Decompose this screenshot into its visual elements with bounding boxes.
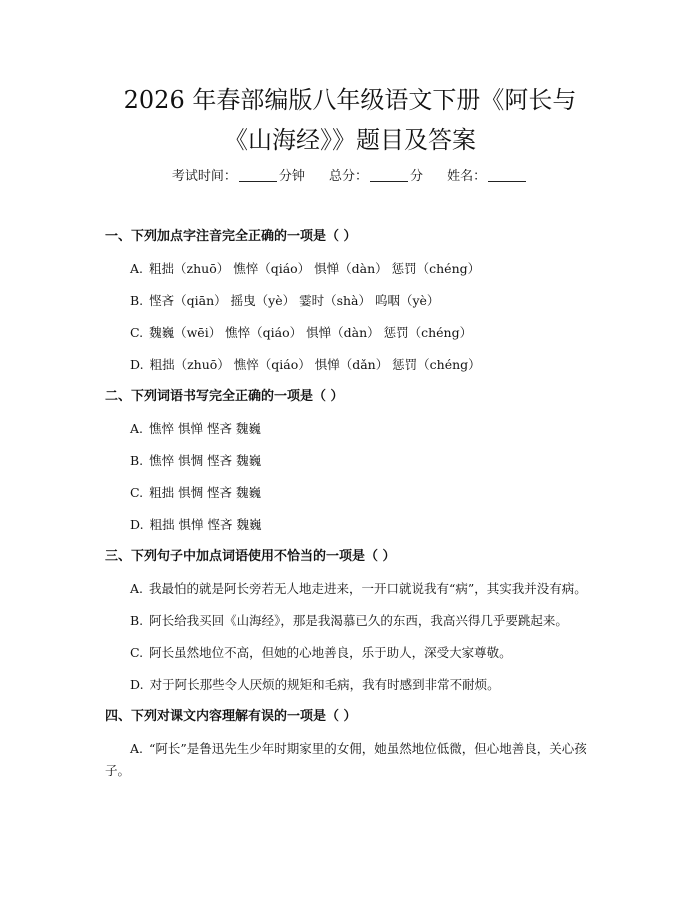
question-2	[105, 386, 605, 536]
question-heading: 三、下列句子中加点词语使用不恰当的一项是（ ）	[105, 549, 396, 564]
option-text: 粗拙（zhuō） 憔悴（qiáo） 惧惮（dǎn） 惩罚（chéng）	[149, 357, 481, 372]
option-letter: B.	[130, 293, 144, 308]
option-b	[105, 610, 605, 632]
student-name-label: 姓名：	[447, 169, 487, 184]
option-letter: A.	[130, 741, 144, 756]
option-letter: B.	[130, 613, 144, 628]
option-a	[130, 258, 605, 280]
option-letter: C.	[130, 645, 144, 660]
option-text: 我最怕的就是阿长旁若无人地走进来，一开口就说我有“病”，其实我并没有病。	[149, 581, 587, 596]
title-line-2: 《山海经》》题目及答案	[224, 126, 476, 154]
option-text: 粗拙（zhuō） 憔悴（qiáo） 惧惮（dàn） 惩罚（chéng）	[149, 261, 481, 276]
option-text: 阿长虽然地位不高，但她的心地善良，乐于助人，深受大家尊敬。	[149, 645, 512, 660]
option-text: 憔悴 惧惮 悭吝 魏巍	[149, 421, 261, 436]
option-letter: D.	[130, 517, 144, 532]
question-3	[105, 546, 605, 696]
total-score-label: 总分：	[328, 169, 368, 184]
option-letter: A.	[130, 581, 144, 596]
option-d	[130, 354, 605, 376]
question-heading: 二、下列词语书写完全正确的一项是（ ）	[105, 389, 344, 404]
student-name-blank	[488, 167, 526, 182]
student-name	[447, 166, 528, 188]
option-text: “阿长”是鲁迅先生少年时期家里的女佣，她虽然地位低微，但心地善良，关心孩子。	[105, 741, 587, 778]
question-1	[105, 226, 605, 376]
option-letter: C.	[130, 325, 144, 340]
option-d	[130, 514, 605, 536]
option-text: 魏巍（wēi） 憔悴（qiáo） 惧惮（dàn） 惩罚（chéng）	[149, 325, 473, 340]
option-text: 阿长给我买回《山海经》，那是我渴慕已久的东西，我高兴得几乎要跳起来。	[149, 613, 568, 628]
option-d	[105, 674, 605, 696]
option-a	[130, 418, 605, 440]
questions-section	[105, 226, 605, 792]
question-heading: 一、下列加点字注音完全正确的一项是（ ）	[105, 229, 357, 244]
total-score	[329, 166, 423, 188]
total-score-blank	[370, 167, 408, 182]
option-a	[105, 578, 605, 600]
option-text: 对于阿长那些令人厌烦的规矩和毛病，我有时感到非常不耐烦。	[149, 677, 500, 692]
option-c	[130, 322, 605, 344]
exam-time	[172, 166, 305, 188]
option-letter: C.	[130, 485, 144, 500]
title-line-1: 2026 年春部编版八年级语文下册《阿长与	[123, 86, 577, 114]
option-text: 悭吝（qiān） 摇曳（yè） 霎时（shà） 呜咽（yè）	[149, 293, 440, 308]
option-text: 粗拙 惧惆 悭吝 魏巍	[149, 485, 262, 500]
option-b	[130, 450, 605, 472]
option-c	[105, 642, 605, 664]
exam-time-blank	[239, 167, 277, 182]
option-letter: B.	[130, 453, 144, 468]
option-b	[130, 290, 605, 312]
option-a	[105, 738, 605, 782]
page-title	[90, 80, 610, 160]
question-4	[105, 706, 605, 782]
total-score-unit: 分	[410, 169, 424, 184]
option-c	[130, 482, 605, 504]
option-text: 粗拙 惧惮 悭吝 魏巍	[149, 517, 262, 532]
option-letter: A.	[130, 261, 144, 276]
exam-info	[0, 166, 700, 188]
option-letter: D.	[130, 357, 144, 372]
option-text: 憔悴 惧惆 悭吝 魏巍	[149, 453, 262, 468]
exam-time-label: 考试时间：	[171, 169, 237, 184]
question-heading: 四、下列对课文内容理解有误的一项是（ ）	[105, 709, 357, 724]
option-letter: A.	[130, 421, 144, 436]
exam-time-unit: 分钟	[278, 169, 305, 184]
option-letter: D.	[130, 677, 144, 692]
